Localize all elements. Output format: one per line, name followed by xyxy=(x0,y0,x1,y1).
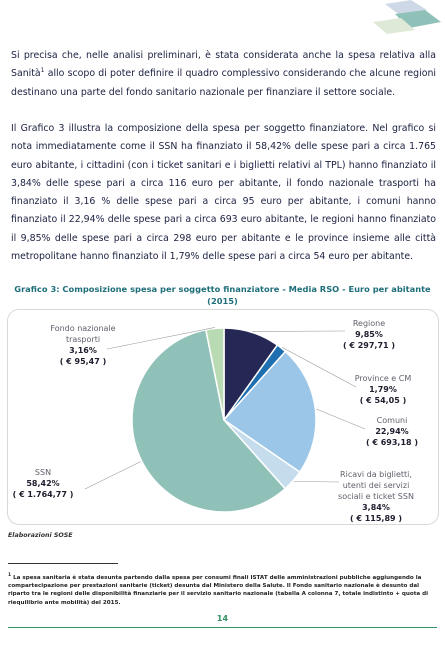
label-fondo-percent: 3,16% xyxy=(69,346,97,355)
brand-logo-icon xyxy=(365,0,445,44)
label-regione-percent: 9,85% xyxy=(355,330,383,339)
page-footer-rule xyxy=(8,627,437,628)
label-ricavi-euro: ( € 115,89 ) xyxy=(349,514,403,523)
label-fondo-name-1: Fondo nazionale xyxy=(50,324,116,333)
label-ricavi-name-1: Ricavi da biglietti, xyxy=(340,470,412,479)
label-regione-euro: ( € 297,71 ) xyxy=(342,341,396,350)
label-comuni-euro: ( € 693,18 ) xyxy=(365,438,419,447)
label-province xyxy=(355,374,412,405)
label-province-percent: 1,79% xyxy=(369,385,397,394)
intro-paragraph: Si precisa che, nelle analisi preliminari, è stata considerata anche la spesa relativa alla Sanità$^1$ allo scopo di poter definire il quadro complessivo considerando che alcune regioni destinano una parte del fondo sanitario nazionale per finanziare il settore sociale. xyxy=(11,50,436,98)
pie-chart xyxy=(7,309,439,525)
chart-title-line1: Grafico 3: Composizione spesa per soggetto finanziatore - Media RSO - Euro per abitante xyxy=(14,284,431,294)
footnote-ref[interactable]: 1 xyxy=(40,67,45,75)
footnote-text: La spesa sanitaria è stata desunta partendo dalla spesa per consumi finali ISTAT delle amministrazioni pubbliche aggiungendo la compartecipazione per prestazioni sanitarie (ticket) desunta dal Ministero della Salute. Il Fondo sanitario nazionale è desunto dal riparto tra le regioni delle disponibilità finanziarie per il servizio sanitario nazionale (tabella A colonna 7, totale indistinto + quota di riequilibrio ante mobilità) del 2015. xyxy=(8,575,429,606)
footnote-number: 1 xyxy=(8,573,12,579)
label-ricavi-name-3: sociali e ticket SSN xyxy=(338,492,414,501)
label-ssn-name: SSN xyxy=(34,468,52,477)
label-ricavi-name-2: utenti dei servizi xyxy=(342,481,410,490)
label-fondo-euro: ( € 95,47 ) xyxy=(59,357,107,366)
label-comuni xyxy=(366,416,418,447)
label-fondo xyxy=(50,324,115,366)
label-province-name: Province e CM xyxy=(354,374,412,383)
label-ssn-percent: 58,42% xyxy=(26,479,60,488)
page-number: 14 xyxy=(216,614,229,623)
chart-title xyxy=(0,283,445,307)
source-note: Elaborazioni SOSE xyxy=(8,532,73,539)
chart-title-line2: (2015) xyxy=(207,296,238,306)
footnote-divider xyxy=(8,563,118,564)
label-fondo-name-2: trasporti xyxy=(65,335,101,344)
label-comuni-percent: 22,94% xyxy=(375,427,409,436)
footnote xyxy=(8,574,438,607)
leader-line xyxy=(316,409,365,429)
label-province-euro: ( € 54,05 ) xyxy=(359,396,407,405)
label-ricavi-percent: 3,84% xyxy=(362,503,390,512)
label-comuni-name: Comuni xyxy=(376,416,408,425)
label-regione xyxy=(343,319,395,350)
label-ssn-euro: ( € 1.764,77 ) xyxy=(12,490,74,499)
label-ssn xyxy=(13,468,74,499)
label-regione-name: Regione xyxy=(352,319,386,328)
chart-description-paragraph: Il Grafico 3 illustra la composizione della spesa per soggetto finanziatore. Nel grafico si nota immediatamente come il SSN ha finanziato il 58,42% delle spese pari a circa 1.765 euro abitante, i cittadini (con i ticket sanitari e i biglietti relativi al TPL) hanno finanziato il 3,84% delle spese pari a circa 116 euro per abitante, il fondo nazionale trasporti ha finanziato il 3,16 % delle spese pari a circa 95 euro per abitante, i comuni hanno finanziato il 22,94% delle spese pari a circa 693 euro abitante, le regioni hanno finanziato il 9,85% delle spese pari a circa 298 euro per abitante e le province insieme alle città metropolitane hanno finanziato il 1,79% delle spese pari a circa 54 euro per abitante. xyxy=(11,123,436,263)
label-ricavi xyxy=(338,470,414,523)
leader-line xyxy=(85,462,141,489)
